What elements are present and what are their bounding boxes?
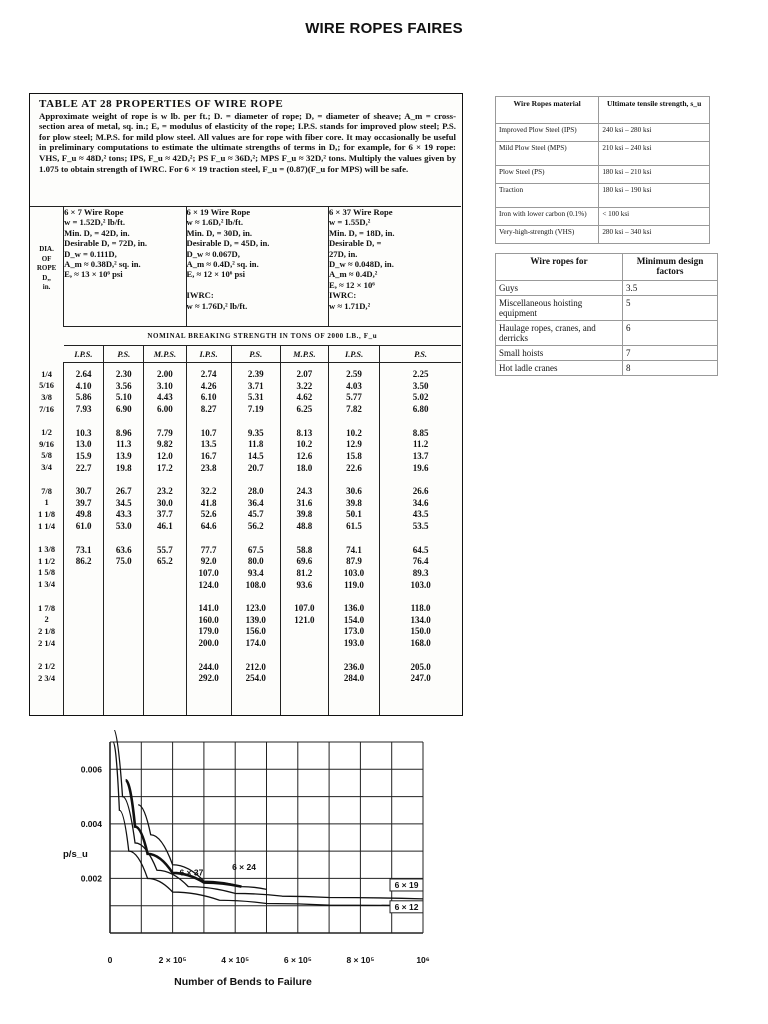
nominal-strength-label: NOMINAL BREAKING STRENGTH IN TONS OF 2000 LB., F_u	[64, 327, 461, 346]
diameter-column: 1/4 5/16 3/8 7/16 1/2 9/16 5/8 3/4 7/8 1 1 1/8 1 1/4 1 3/8 1 1/2 1 5/8 1 3/4 1 7/8 2 2 1/8 2 1/4 2 1/2 2 3/4	[38, 369, 56, 683]
x-tick-label: 10⁶	[416, 955, 430, 965]
table-row	[496, 296, 718, 321]
col-header: P.S.	[231, 346, 280, 363]
table-cell: Guys	[496, 281, 623, 296]
data-column: 2.39 3.71 5.31 7.19 9.35 11.8 14.5 20.7 28.0 36.4 45.7 56.2 67.5 80.0 93.4 108.0 123.0 139.0 156.0 174.0 212.0 254.0	[231, 363, 280, 717]
table-cell: < 100 ksi	[599, 208, 710, 226]
col-header: P.S.	[380, 346, 461, 363]
materials-header: Wire Ropes material	[496, 97, 599, 124]
x-tick-label: 2 × 10⁵	[158, 955, 187, 965]
series-line	[113, 730, 423, 899]
table-caption: TABLE AT 28 PROPERTIES OF WIRE ROPE	[39, 98, 284, 110]
data-column: 2.64 4.10 5.86 7.93 10.3 13.0 15.9 22.7 30.7 39.7 49.8 61.0 73.1 86.2	[64, 363, 104, 717]
series-label: 6 × 19	[394, 879, 419, 890]
table-cell: Small hoists	[496, 346, 623, 361]
data-column: 2.30 3.56 5.10 6.90 8.96 11.3 13.9 19.8 26.7 34.5 43.3 53.0 63.6 75.0	[104, 363, 144, 717]
x-tick-label: 8 × 10⁵	[346, 955, 375, 965]
table-cell: Haulage ropes, cranes, and derricks	[496, 321, 623, 346]
table-row	[496, 184, 710, 208]
table-cell: 210 ksi – 240 ksi	[599, 142, 710, 166]
table-cell: 6	[623, 321, 718, 346]
data-column: 2.00 3.10 4.43 6.00 7.79 9.82 12.0 17.2 23.2 30.0 37.7 46.1 55.7 65.2	[144, 363, 186, 717]
table-cell: 3.5	[623, 281, 718, 296]
factors-header: Wire ropes for	[496, 254, 623, 281]
table-cell: 180 ksi – 190 ksi	[599, 184, 710, 208]
materials-header: Ultimate tensile strength, s_u	[599, 97, 710, 124]
data-column: 2.59 4.03 5.77 7.82 10.2 12.9 15.8 22.6 30.6 39.8 50.1 61.5 74.1 87.9 103.0 119.0 136.0 154.0 173.0 193.0 236.0 284.0	[328, 363, 379, 717]
col-header: M.P.S.	[280, 346, 328, 363]
table-row	[496, 226, 710, 244]
table-cell: Hot ladle cranes	[496, 361, 623, 376]
col-header: P.S.	[104, 346, 144, 363]
table-row	[496, 142, 710, 166]
table-cell: Traction	[496, 184, 599, 208]
properties-grid	[30, 206, 461, 716]
chart-series	[113, 730, 423, 913]
materials-table	[495, 96, 710, 244]
table-row	[496, 166, 710, 184]
table-cell: 8	[623, 361, 718, 376]
y-tick-label: 0.002	[80, 873, 102, 884]
series-label: 6 × 24	[232, 862, 256, 873]
series-label: 6 × 37	[179, 867, 204, 878]
table-header	[30, 94, 462, 174]
y-tick-label: 0.004	[80, 818, 102, 829]
table-row	[496, 208, 710, 226]
table-row	[496, 361, 718, 376]
table-cell: Very-high-strength (VHS)	[496, 226, 599, 244]
table-row	[496, 281, 718, 296]
table-cell: 280 ksi – 340 ksi	[599, 226, 710, 244]
table-cell: Improved Plow Steel (IPS)	[496, 124, 599, 142]
spec-6x37: 6 × 37 Wire Rope w = 1.55D,² Min. D, = 18D, in. Desirable D, = 27D, in. D_w ≈ 0.048D, in. A_m ≈ 0.4D,² E, ≈ 12 × 10⁶ IWRC: w ≈ 1.71D,²	[328, 207, 461, 327]
design-factors-table	[495, 253, 718, 376]
table-intro: Approximate weight of rope is w lb. per ft.; D. = diameter of rope; D, = diameter of sheave; A_m = cross-section area of metal, sq. in.; E, = modulus of elasticity of the rope; I.P.S. stands for improved plow steel; P.S. for plow steel; M.P.S. for mild plow steel. All values are for rope with fiber core. It may occasionally be useful in preliminary computations to estimate the ultimate strengths of terms in D,; for example, for 6 × 19 rope: VHS, F_u ≈ 48D,² tons; IPS, F_u ≈ 42D,²; PS F_u ≈ 36D,²; MPS F_u ≈ 32D,² tons. Multiply the values given by 1.075 to obtain strength of IWRC. For 6 × 19 traction steel, F_u = (0.87)(F_u for MPS) will be safe.	[39, 110, 456, 174]
table-cell: Miscellaneous hoisting equipment	[496, 296, 623, 321]
table-cell: 7	[623, 346, 718, 361]
data-column: 2.74 4.26 6.10 8.27 10.7 13.5 16.7 23.8 32.2 41.8 52.6 64.6 77.7 92.0 107.0 124.0 141.0 160.0 179.0 200.0 244.0 292.0	[186, 363, 231, 717]
spec-6x19: 6 × 19 Wire Rope w ≈ 1.6D,² lb/ft. Min. D, = 30D, in. Desirable D, = 45D, in. D_w ≈ 0.067D, A_m ≈ 0.4D,² sq. in. E, ≈ 12 × 10⁶ psi IWRC: w ≈ 1.76D,² lb/ft.	[186, 207, 328, 327]
table-cell: 5	[623, 296, 718, 321]
table-row	[496, 346, 718, 361]
col-header: I.P.S.	[186, 346, 231, 363]
table-cell: Mild Plow Steel (MPS)	[496, 142, 599, 166]
data-column: 2.07 3.22 4.62 6.25 8.13 10.2 12.6 18.0 24.3 31.6 39.8 48.8 58.8 69.6 81.2 93.6 107.0 121.0	[280, 363, 328, 717]
table-row	[496, 321, 718, 346]
table-cell: 240 ksi – 280 ksi	[599, 124, 710, 142]
table-cell: 180 ksi – 210 ksi	[599, 166, 710, 184]
factors-header: Minimum design factors	[623, 254, 718, 281]
x-tick-label: 0	[107, 955, 113, 965]
y-tick-label: 0.006	[80, 764, 102, 775]
page-title: WIRE ROPES FAIRES	[305, 20, 463, 37]
y-axis-label: p/s_u	[63, 849, 88, 860]
table-cell: Plow Steel (PS)	[496, 166, 599, 184]
wire-rope-properties-table	[29, 93, 463, 716]
x-tick-label: 4 × 10⁵	[221, 955, 250, 965]
col-header: M.P.S.	[144, 346, 186, 363]
data-column: 2.25 3.50 5.02 6.80 8.85 11.2 13.7 19.6 26.6 34.6 43.5 53.5 64.5 76.4 89.3 103.0 118.0 134.0 150.0 168.0 205.0 247.0	[380, 363, 461, 717]
x-axis-label: Number of Bends to Failure	[174, 976, 312, 988]
bending-fatigue-chart	[55, 730, 465, 1000]
spec-6x7: 6 × 7 Wire Rope w = 1.52D,² lb/ft. Min. D, = 42D, in. Desirable D, = 72D, in. D_w = 0.111D, A_m ≈ 0.38D,² sq. in. E, ≈ 13 × 10⁶ psi	[64, 207, 186, 327]
dia-label: DIA. OF ROPE D,, in.	[36, 245, 57, 291]
x-tick-label: 6 × 10⁵	[283, 955, 312, 965]
table-cell: Iron with lower carbon (0.1%)	[496, 208, 599, 226]
col-header: I.P.S.	[328, 346, 379, 363]
series-label: 6 × 12	[394, 901, 419, 912]
table-row	[496, 124, 710, 142]
col-header: I.P.S.	[64, 346, 104, 363]
